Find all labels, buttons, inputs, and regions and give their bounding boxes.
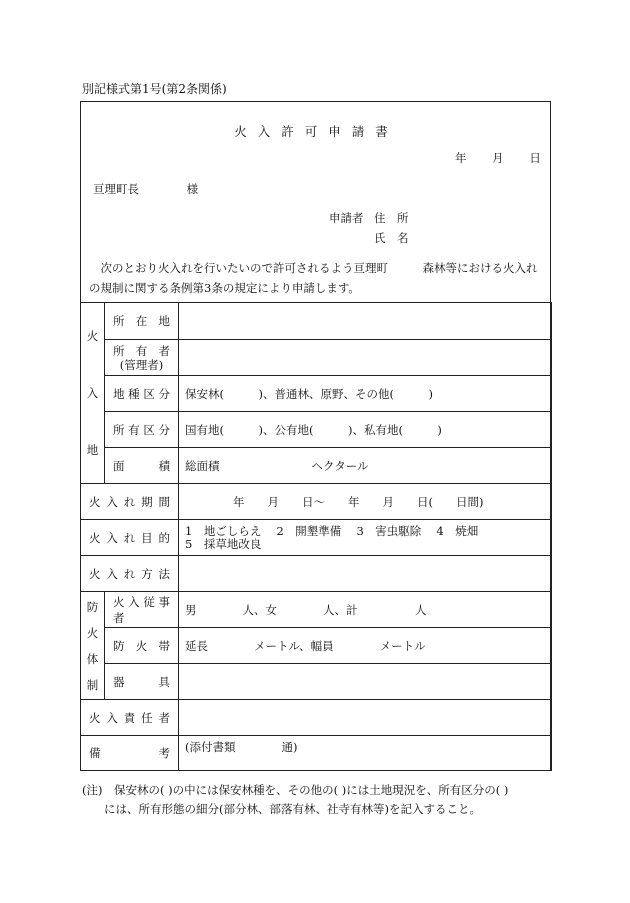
owner-label-main: 所有者 [113, 343, 170, 358]
purpose-line-2: 5 採草地改良 [185, 536, 262, 551]
method-field[interactable] [179, 556, 552, 592]
form-title: 火入許可申請書 [234, 124, 399, 139]
method-label: 火入れ方法 [81, 556, 179, 592]
fire-prevention-group-label [81, 592, 105, 700]
period-field[interactable]: 年 月 日～ 年 月 日( 日間) [179, 484, 552, 520]
area-field[interactable]: 総面積 ヘクタール [179, 448, 552, 484]
fp-char-1: 防 [86, 599, 99, 614]
date-day: 日 [529, 151, 541, 165]
owner-field[interactable] [179, 340, 552, 376]
remarks-field[interactable]: (添付書類 通) [179, 736, 552, 771]
location-label: 所在地 [105, 303, 179, 340]
ownership-type-label: 所有区分 [105, 412, 179, 448]
owner-label-sub: (管理者) [119, 357, 164, 372]
applicant-label: 申請者 [329, 211, 364, 225]
land-char-3: 地 [86, 442, 99, 457]
addressee-suffix: 様 [186, 182, 199, 196]
workers-field[interactable]: 男 人、女 人、計 人 [179, 592, 552, 628]
note-line-2: には、所有形態の細分(部分林、部落有林、社寺有林等)を記入すること。 [104, 802, 481, 816]
date-month: 月 [492, 151, 504, 165]
location-field[interactable] [179, 303, 552, 340]
form-number-label: 別記様式第1号(第2条関係) [82, 82, 227, 96]
area-label: 面積 [105, 448, 179, 484]
firebreak-field[interactable]: 延長 メートル、幅員 メートル [179, 628, 552, 664]
owner-label [105, 340, 179, 376]
application-statement: 次のとおり火入れを行いたいので許可されるよう亘理町 森林等における火入れの規制に関する条例第3条の規定により申請します。 [89, 261, 538, 295]
firebreak-label: 防火帯 [105, 628, 179, 664]
land-type-field[interactable]: 保安林( )、普通林、原野、その他( ) [179, 376, 552, 412]
addressee-name: 亘理町長 [93, 182, 139, 196]
responsible-field[interactable] [179, 700, 552, 736]
fp-char-3: 体 [86, 651, 99, 666]
period-label: 火入れ期間 [81, 484, 179, 520]
ownership-type-field[interactable]: 国有地( )、公有地( )、私有地( ) [179, 412, 552, 448]
land-group-label [81, 303, 105, 484]
land-char-2: 入 [86, 385, 99, 400]
applicant-name-label: 氏 名 [374, 231, 409, 245]
note-line-1: (注) 保安林の( )の中には保安林種を、その他の( )には土地現況を、所有区分の( ) [82, 783, 509, 797]
date-line [451, 150, 541, 166]
purpose-line-1: 1 地ごしらえ 2 開墾準備 3 害虫駆除 4 焼畑 [185, 523, 479, 538]
equipment-label: 器具 [105, 664, 179, 700]
fp-char-4: 制 [86, 677, 99, 692]
remarks-label: 備考 [81, 736, 179, 771]
responsible-label: 火入責任者 [81, 700, 179, 736]
applicant-address-label: 住 所 [374, 211, 409, 225]
workers-label: 火入従事者 [105, 592, 179, 628]
equipment-field[interactable] [179, 664, 552, 700]
application-table [80, 302, 552, 771]
addressee [93, 181, 198, 197]
date-year: 年 [455, 151, 467, 165]
land-char-1: 火 [86, 329, 99, 344]
fp-char-2: 火 [86, 625, 99, 640]
purpose-label: 火入れ目的 [81, 520, 179, 556]
land-type-label: 地種区分 [105, 376, 179, 412]
purpose-field[interactable] [179, 520, 552, 556]
